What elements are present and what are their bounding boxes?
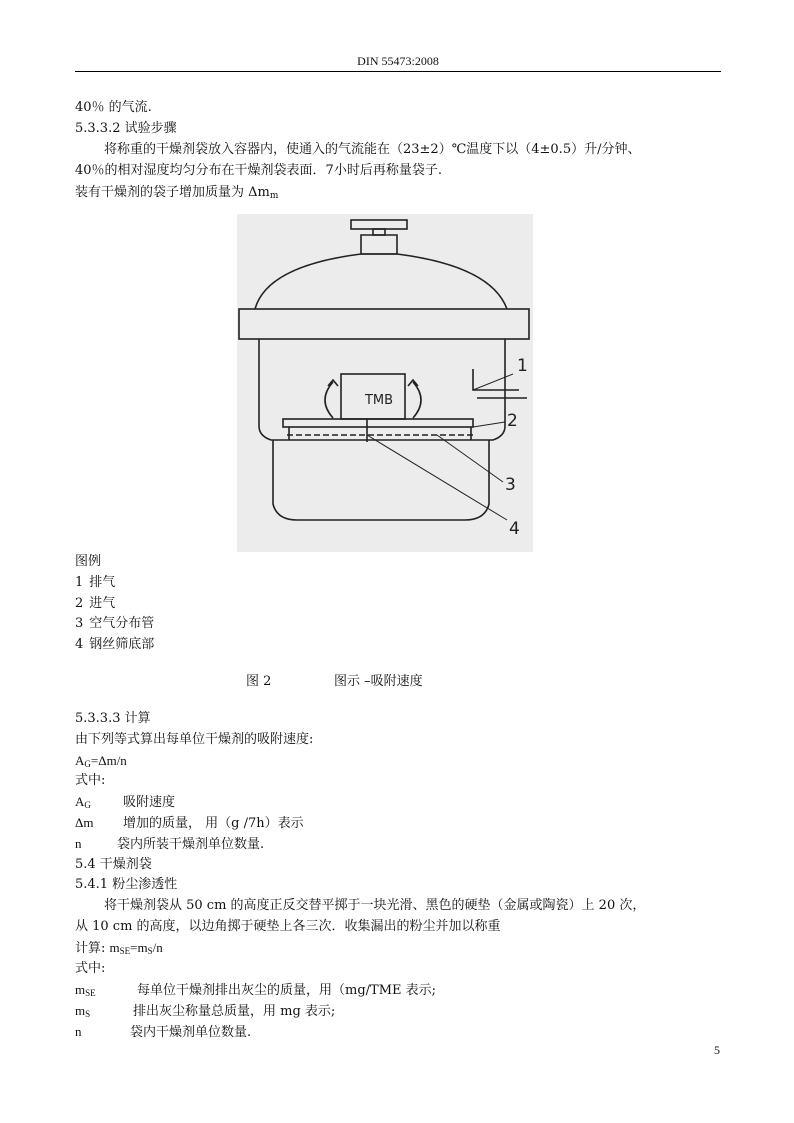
var-ms: $m_S$ 排出灰尘称量总质量，用 mg 表示; [75, 1003, 336, 1019]
section-heading-5333: 5.3.3.3 计算 [75, 711, 151, 726]
legend-number: 4 [75, 637, 84, 652]
figure-caption: 图示 –吸附速度 [334, 674, 423, 689]
paragraph-dust-1: 将干燥剂袋从 50 cm 的高度正反交替平掷于一块光滑、黑色的硬垫（金属或陶瓷）上 20 次， [104, 898, 646, 913]
calc-intro: 由下列等式算出每单位干燥剂的吸附速度: [75, 732, 314, 747]
page-number: 5 [714, 1043, 720, 1057]
legend-number: 3 [75, 616, 84, 631]
var-ag: $A_G$ 吸附速度 [75, 794, 176, 810]
callout-1: 1 [517, 356, 528, 376]
legend-title: 图例 [75, 554, 102, 569]
apparatus-figure [237, 214, 533, 552]
header-rule [75, 71, 721, 72]
paragraph-procedure-cont: 40％的相对湿度均匀分布在干燥剂袋表面．7小时后再称量袋子. [75, 163, 442, 178]
formula-mse: 计算: $m_{SE}=m_S/n$ [75, 940, 163, 956]
section-heading-5332: 5.3.3.2 试验步骤 [75, 121, 177, 136]
formula-ag: $A_G=\Delta m/n$ [75, 753, 127, 769]
legend-number: 1 [75, 575, 84, 590]
callout-2: 2 [507, 411, 518, 431]
paragraph-procedure: 将称重的干燥剂袋放入容器内，使通入的气流能在（23±2）℃温度下以（4±0.5）升/分钟、 [104, 142, 641, 157]
legend-text: 钢丝筛底部 [89, 637, 155, 652]
where-label: 式中: [75, 773, 106, 788]
var-n: n 袋内所装干燥剂单位数量. [75, 836, 265, 852]
var-n-2: n 袋内干燥剂单位数量. [75, 1024, 252, 1040]
paragraph-dust-2: 从 10 cm 的高度，以边角掷于硬垫上各三次．收集漏出的粉尘并加以称重 [75, 919, 501, 934]
legend-item [75, 636, 160, 654]
legend-item [75, 595, 121, 613]
figure-number: 图 2 [246, 674, 272, 689]
paragraph-mass-increase: 装有干燥剂的袋子增加质量为 $\Delta m_m$ [75, 185, 279, 201]
legend-item [75, 574, 121, 592]
callout-3: 3 [505, 475, 516, 495]
var-mse: $m_{SE}$ 每单位干燥剂排出灰尘的质量，用（mg/TME 表示; [75, 982, 437, 998]
section-heading-54: 5.4 干燥剂袋 [75, 857, 152, 872]
where-label-2: 式中: [75, 961, 106, 976]
desiccator-drawing [237, 214, 533, 552]
text-line-1: 40％ 的气流. [75, 100, 152, 115]
tmb-label: TMB [364, 393, 394, 408]
callout-4: 4 [509, 519, 520, 539]
page-header: DIN 55473:2008 [357, 54, 439, 68]
legend-number: 2 [75, 596, 84, 611]
section-heading-541: 5.4.1 粉尘渗透性 [75, 877, 178, 892]
mass-increase-text: 装有干燥剂的袋子增加质量为 Δm [75, 185, 270, 200]
legend-item [75, 615, 160, 633]
var-dm: Δm 增加的质量， 用（g /7h）表示 [75, 815, 304, 831]
legend-text: 排气 [89, 575, 116, 590]
legend-text: 空气分布管 [89, 616, 155, 631]
legend-text: 进气 [89, 596, 116, 611]
